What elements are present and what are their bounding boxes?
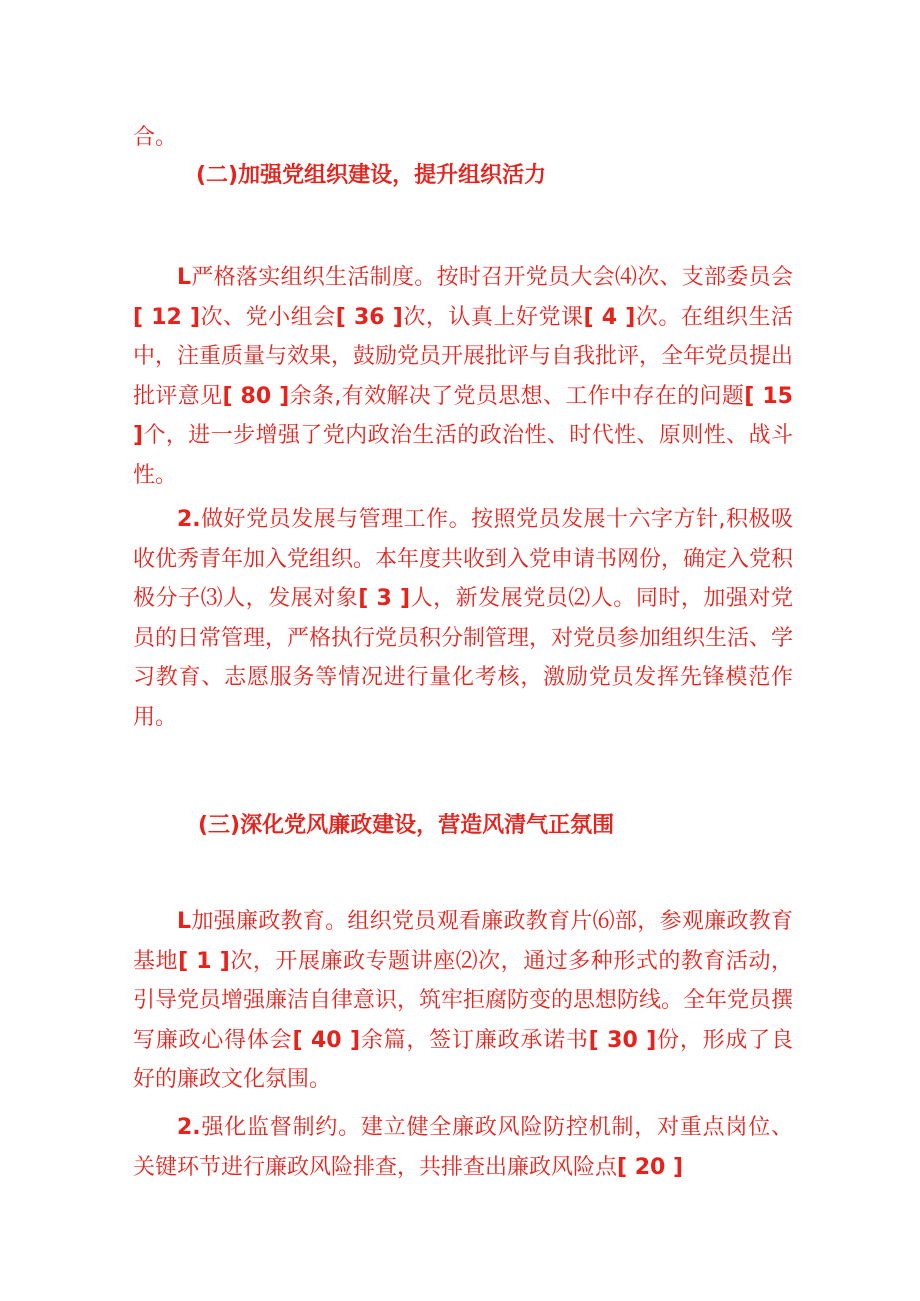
text-run: 个，进一步增强了党内政治生活的政治性、时代性、原则性、战斗性。 xyxy=(133,423,793,488)
text-run: 份，形成了良好的廉政文化氛围。 xyxy=(133,1027,793,1092)
item-number: L xyxy=(177,265,192,290)
number-value: [ 15 ] xyxy=(133,383,793,448)
number-value: [ 80 ] xyxy=(222,383,290,409)
text-run: 加强廉政教育。组织党员观看廉政教育片⑹部，参观廉政教育基地 xyxy=(133,909,793,974)
text-run: 人，新发展党员⑵人。同时，加强对党员的日常管理，严格执行党员积分制管理，对党员参加组织生活、学习教育、志愿服务等情况进行量化考核，激励党员发挥先锋模范作用。 xyxy=(133,586,794,730)
number-value: [ 1 ] xyxy=(178,948,230,974)
text-run: 严格落实组织生活制度。按时召开党员大会⑷次、支部委员会 xyxy=(191,265,793,290)
item-number: L xyxy=(177,909,192,934)
text-run: 次，认真上好党课 xyxy=(402,304,584,330)
number-value: [ 36 ] xyxy=(335,304,403,330)
paragraph-3-2 xyxy=(133,1108,793,1187)
paragraph-2-2 xyxy=(133,500,793,737)
number-value: [ 20 ] xyxy=(617,1154,684,1180)
text-run: 次，开展廉政专题讲座⑵次，通过多种形式的教育活动，引导党员增强廉洁自律意识，筑牢拒腐防变的思想防线。全年党员撰写廉政心得体会 xyxy=(133,948,794,1053)
item-number: 2. xyxy=(177,1115,201,1140)
text-run: 做好党员发展与管理工作。按照党员发展十六字方针,积极吸收优秀青年加入党组织。本年度共收到入党申请书网份，确定入党积极分子⑶人，发展对象 xyxy=(133,507,794,611)
text-run: 余篇，签订廉政承诺书 xyxy=(360,1027,589,1053)
number-value: [ 30 ] xyxy=(588,1027,657,1053)
number-value: [ 40 ] xyxy=(292,1027,361,1053)
item-number: 2. xyxy=(177,507,201,532)
paragraph-3-1 xyxy=(133,902,793,1100)
text-run: 余条,有效解决了党员思想、工作中存在的问题 xyxy=(289,383,745,409)
section-heading-2: (二)加强党组织建设，提升组织活力 xyxy=(196,163,547,188)
fragment-text: 合。 xyxy=(133,125,178,150)
paragraph-fragment xyxy=(133,118,793,158)
text-run: 次、党小组会 xyxy=(200,304,336,330)
number-value: [ 3 ] xyxy=(358,586,411,611)
section-heading-3: (三)深化党风廉政建设，营造风清气正氛围 xyxy=(198,813,615,838)
paragraph-2-1 xyxy=(133,258,793,495)
text-run: 强化监督制约。建立健全廉政风险防控机制，对重点岗位、关键环节进行廉政风险排查，共排查出廉政风险点 xyxy=(133,1115,793,1180)
number-value: [ 12 ] xyxy=(133,304,201,330)
text-run: 次。在组织生活中，注重质量与效果，鼓励党员开展批评与自我批评，全年党员提出批评意见 xyxy=(133,304,794,409)
number-value: [ 4 ] xyxy=(583,304,636,330)
